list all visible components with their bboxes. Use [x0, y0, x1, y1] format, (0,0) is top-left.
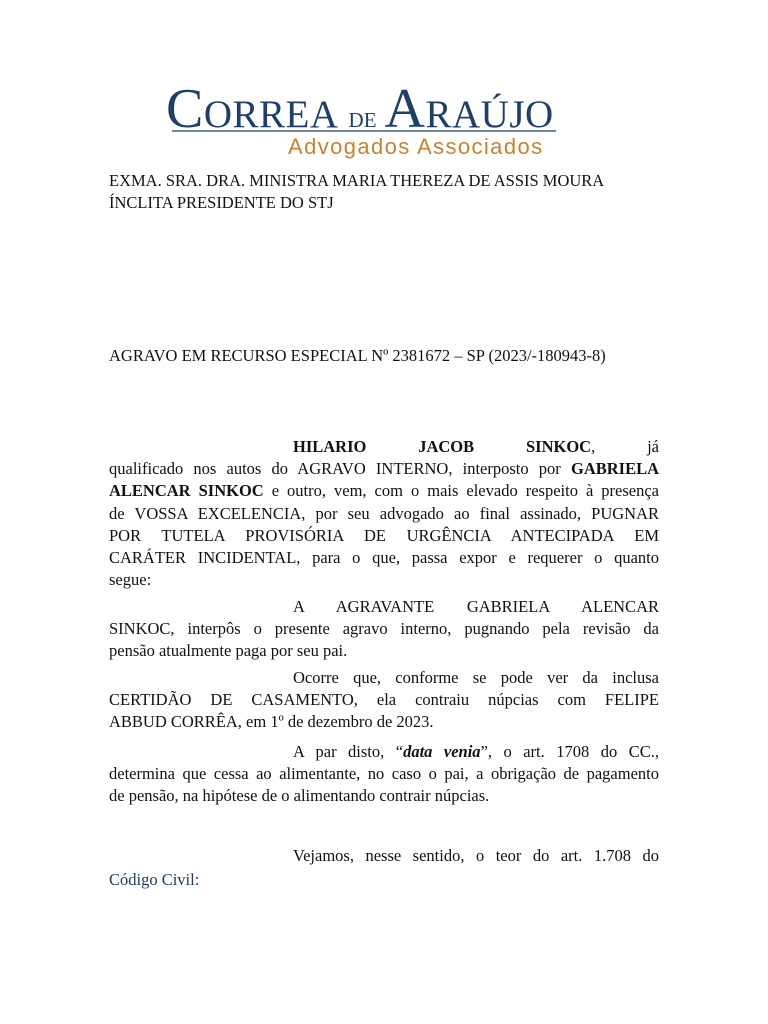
p3-line-1: Ocorre que, conforme se pode ver da inclusa [293, 668, 659, 687]
paragraph-1 [109, 436, 659, 591]
p3-line-3: ABBUD CORRÊA, em 1º de dezembro de 2023. [109, 712, 434, 732]
address-line-2: ÍNCLITA PRESIDENTE DO STJ [109, 193, 334, 212]
p1-line-5: POR TUTELA PROVISÓRIA DE URGÊNCIA ANTECIPADA EM [109, 525, 659, 545]
logo-word-araujo: Araújo [384, 78, 554, 140]
p2-line-2: SINKOC, interpôs o presente agravo interno, pugnando pela revisão da [109, 619, 659, 639]
paragraph-2 [109, 596, 659, 663]
address-line-1: EXMA. SRA. DRA. MINISTRA MARIA THEREZA DE ASSIS MOURA [109, 171, 605, 190]
logo-subtitle: Advogados Associados [288, 134, 544, 159]
firm-logo [0, 0, 768, 170]
p3-line-2: CERTIDÃO DE CASAMENTO, ela contraiu núpcias com FELIPE [109, 690, 659, 710]
p1-line-2: qualificado nos autos do AGRAVO INTERNO, interposto por GABRIELA [109, 459, 660, 479]
paragraph-3 [109, 667, 659, 734]
p5-line-2: Código Civil: [109, 870, 200, 890]
logo-word-de: de [348, 101, 377, 134]
p4-line-2: determina que cessa ao alimentante, no caso o pai, a obrigação de pagamento [109, 764, 659, 784]
case-reference: AGRAVO EM RECURSO ESPECIAL Nº 2381672 – SP (2023/-180943-8) [109, 346, 606, 365]
p4-line-1: A par disto, “data venia”, o art. 1708 do CC., [293, 742, 659, 761]
p1-line-6: CARÁTER INCIDENTAL, para o que, passa expor e requerer o quanto [109, 548, 659, 568]
p1-line-3: ALENCAR SINKOC e outro, vem, com o mais elevado respeito à presença [109, 481, 660, 501]
p2-line-1: A AGRAVANTE GABRIELA ALENCAR [293, 597, 659, 616]
latin-expression: data venia [403, 742, 481, 761]
p4-line-3: de pensão, na hipótese de o alimentando contrair núpcias. [109, 786, 490, 806]
paragraph-4 [109, 741, 659, 808]
party-name: HILARIO JACOB SINKOC [293, 437, 592, 456]
p1-line-4: de VOSSA EXCELENCIA, por seu advogado ao final assinado, PUGNAR [109, 503, 659, 523]
paragraph-5 [109, 845, 659, 891]
p2-line-3: pensão atualmente paga por seu pai. [109, 641, 348, 661]
p5-line-1: Vejamos, nesse sentido, o teor do art. 1.708 do [293, 846, 659, 865]
logo-word-correa: Correa [166, 78, 339, 140]
p1-line-1: HILARIO JACOB SINKOC, já [293, 437, 659, 456]
p1-line-7: segue: [109, 570, 152, 590]
